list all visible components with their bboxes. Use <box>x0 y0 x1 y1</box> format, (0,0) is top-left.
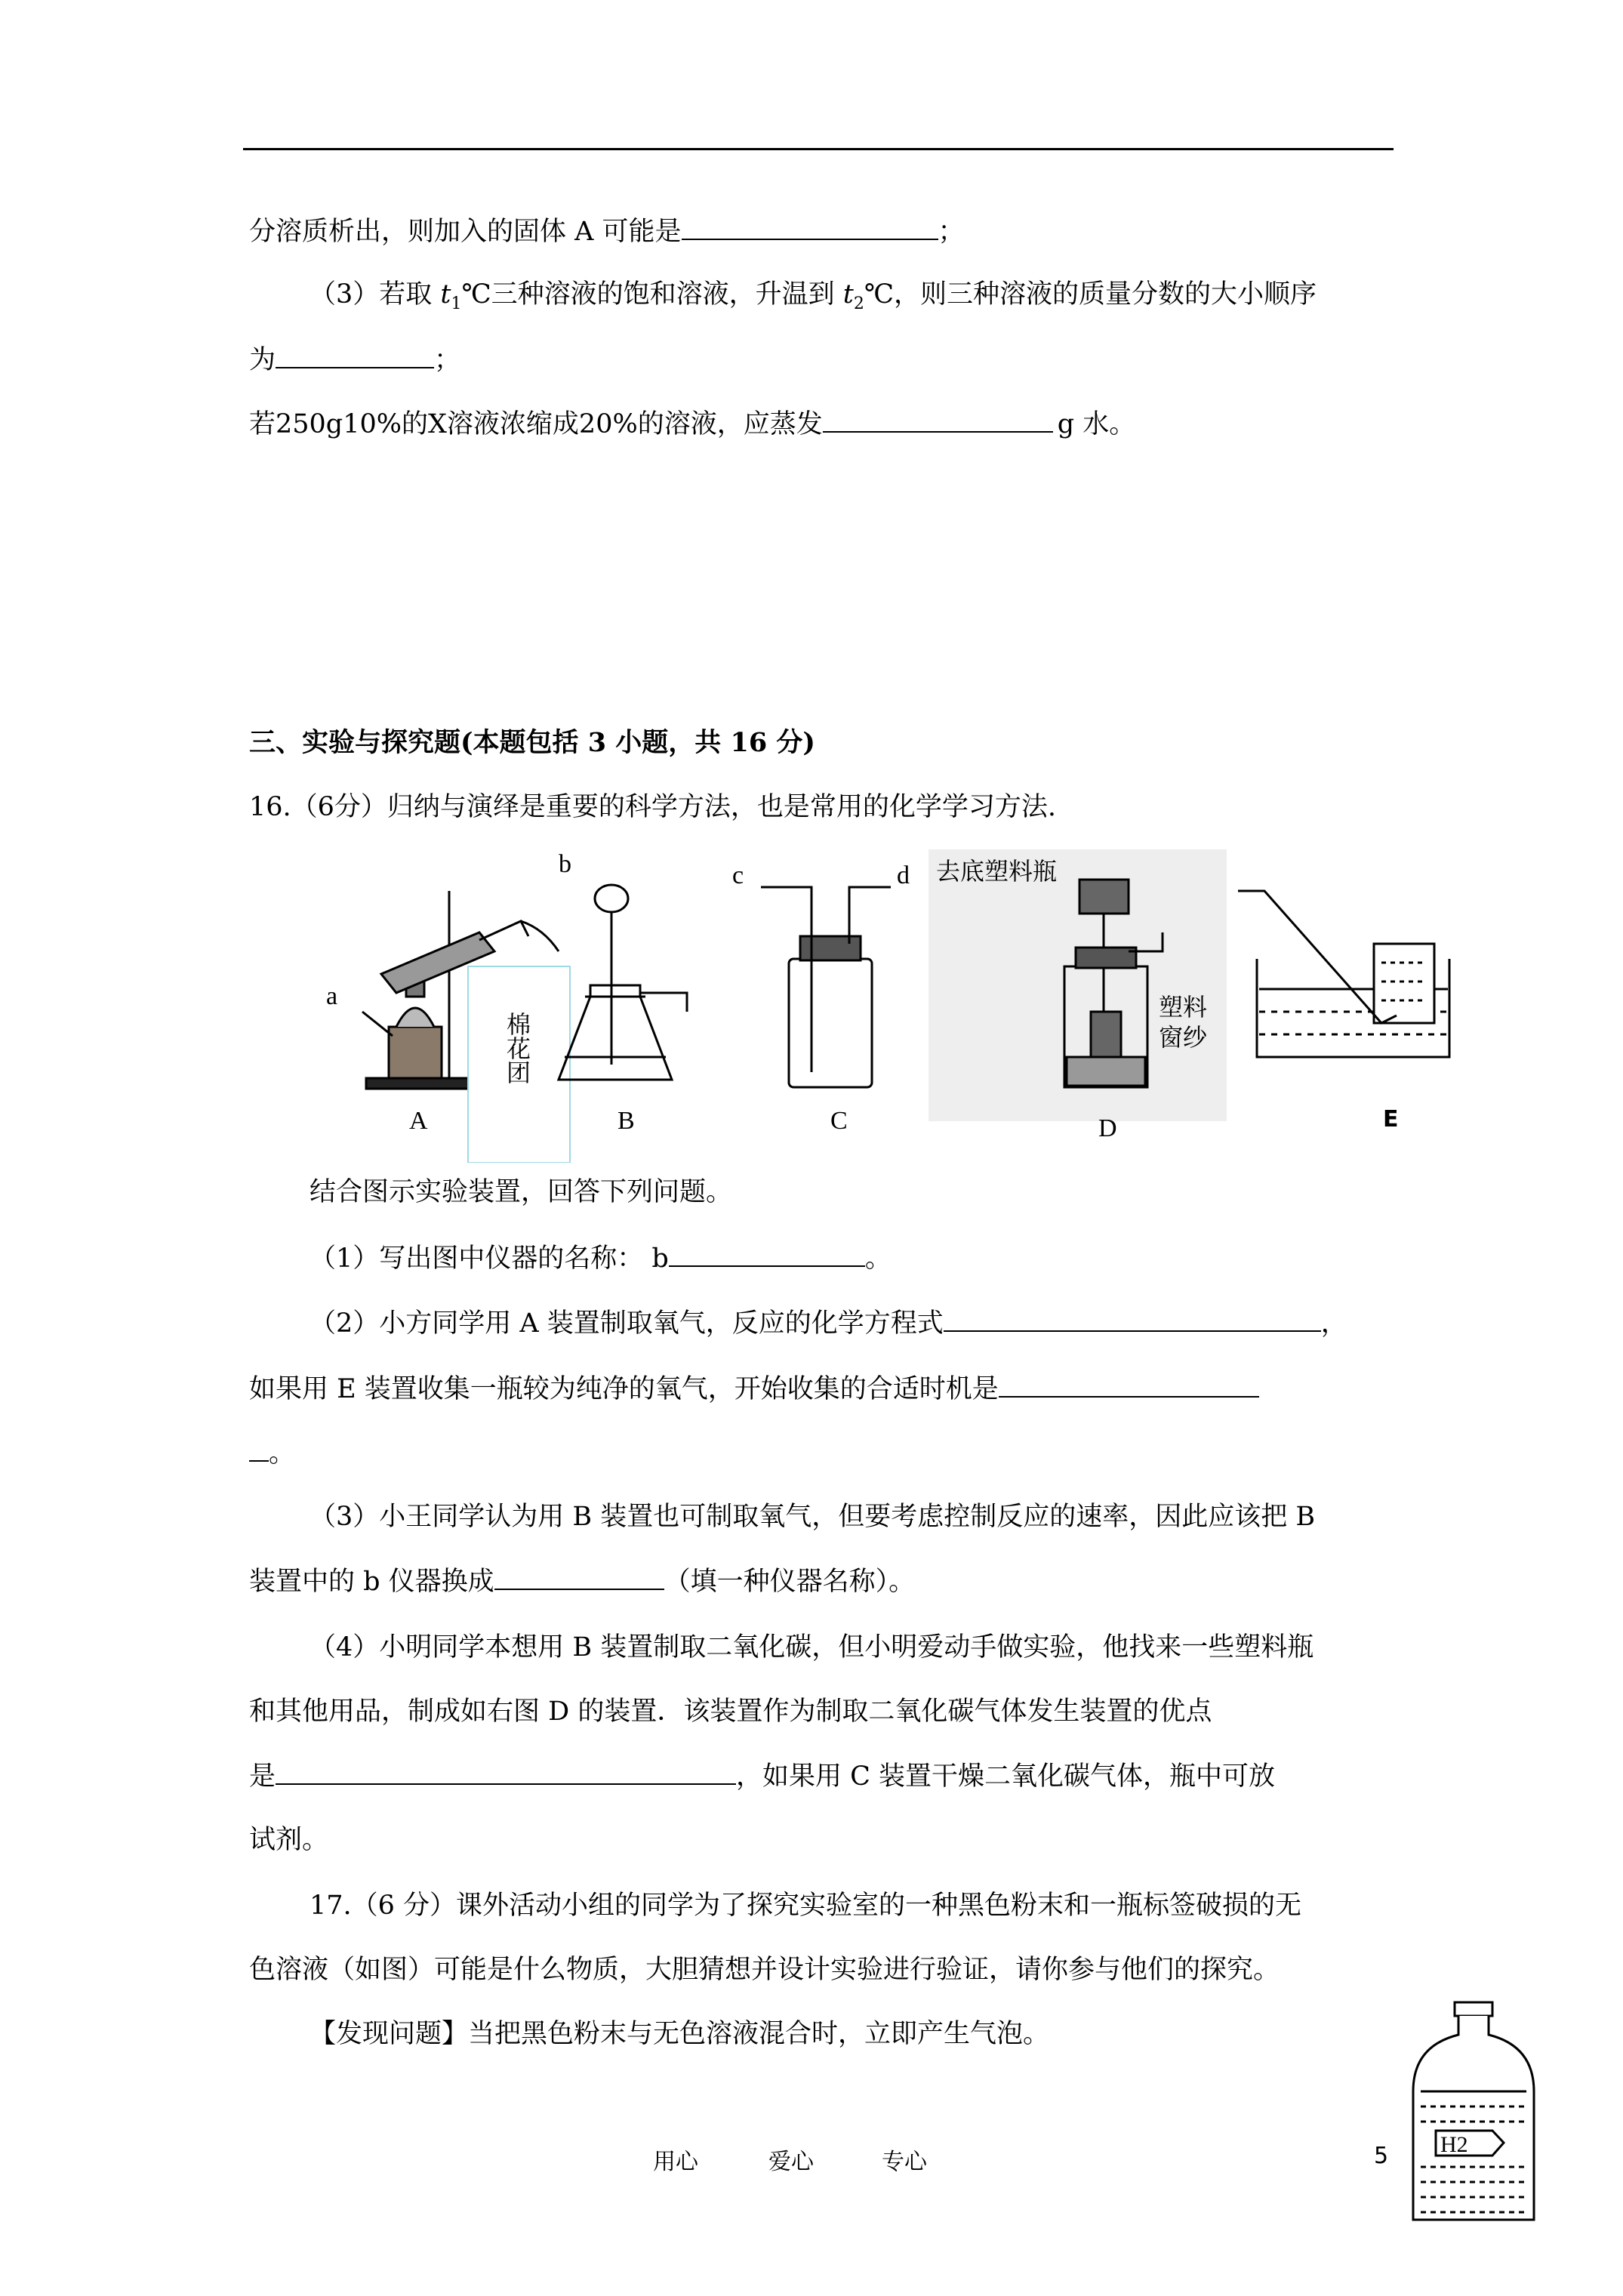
text-line <box>249 1435 295 1472</box>
text-line <box>249 213 965 250</box>
text: 如果用 E 装置收集一瓶较为纯净的氧气，开始收集的合适时机是 <box>249 1374 999 1404</box>
footer-text-2: 爱心 <box>768 2149 814 2175</box>
label-a: a <box>326 982 338 1010</box>
text-line <box>310 1240 892 1277</box>
question-17: 17.（6 分）课外活动小组的同学为了探究实验室的一种黑色粉末和一瓶标签破损的无 <box>310 1891 1302 1921</box>
label-cotton: 棉花团 <box>504 1012 531 1084</box>
text-line <box>249 1563 915 1600</box>
footer-text-1: 用心 <box>653 2149 698 2175</box>
answer-blank[interactable] <box>494 1563 664 1590</box>
answer-blank[interactable] <box>999 1370 1259 1398</box>
math-var: t <box>440 279 451 310</box>
text-line: 色溶液（如图）可能是什么物质，大胆猜想并设计实验进行验证，请你参与他们的探究。 <box>249 1955 1280 1985</box>
apparatus-figure <box>310 838 1510 1163</box>
reagent-bottle-image <box>1406 2001 1541 2227</box>
text: 为 <box>249 345 276 375</box>
apparatus-a <box>326 891 570 1163</box>
answer-blank[interactable] <box>682 213 938 240</box>
label-d: d <box>897 861 910 889</box>
text: （3）若取 <box>310 279 441 310</box>
answer-blank[interactable] <box>823 405 1053 433</box>
text: g 水。 <box>1057 409 1136 439</box>
footer-text-3: 专心 <box>882 2149 927 2175</box>
apparatus-c <box>732 861 910 1135</box>
text: ℃，则三种溶液的质量分数的大小顺序 <box>864 279 1317 310</box>
text: 若250g10%的X溶液浓缩成20%的溶液，应蒸发 <box>249 409 823 439</box>
text: 。 <box>864 1244 892 1274</box>
answer-blank[interactable] <box>249 1435 269 1462</box>
section-title: 三、实验与探究题(本题包括 3 小题，共 16 分) <box>249 727 815 758</box>
text: （2）小方同学用 A 装置制取氧气，反应的化学方程式 <box>310 1308 944 1339</box>
header-rule <box>243 148 1394 150</box>
text-line <box>310 1305 1347 1342</box>
text: 。 <box>269 1438 296 1469</box>
subscript: 1 <box>451 294 462 313</box>
subscript: 2 <box>853 294 864 313</box>
text: ℃三种溶液的饱和溶液，升温到 <box>461 279 843 310</box>
question-16: 16.（6分）归纳与演绎是重要的科学方法，也是常用的化学学习方法. <box>249 792 1057 822</box>
text: （1）写出图中仪器的名称： b <box>310 1244 669 1274</box>
label-c: c <box>732 861 744 889</box>
answer-blank[interactable] <box>944 1305 1321 1332</box>
text-line <box>310 276 1317 322</box>
text-line: 试剂。 <box>249 1825 329 1855</box>
label-B: B <box>617 1107 635 1135</box>
label-b: b <box>559 850 571 878</box>
apparatus-d <box>929 849 1227 1142</box>
text: （填一种仪器名称）。 <box>664 1567 916 1597</box>
answer-blank[interactable] <box>276 341 434 368</box>
text-line: 【发现问题】当把黑色粉末与无色溶液混合时，立即产生气泡。 <box>310 2019 1050 2049</box>
text: ； <box>938 217 965 247</box>
text-line: （4）小明同学本想用 B 装置制取二氧化碳，但小明爱动手做实验，他找来一些塑料瓶 <box>310 1632 1314 1663</box>
text-line <box>249 1758 1275 1795</box>
label-plastic-bottle: 去底塑料瓶 <box>936 858 1058 885</box>
label-plastic-net-1: 塑料 <box>1159 994 1208 1021</box>
answer-blank[interactable] <box>276 1758 736 1785</box>
text: ， <box>1320 1308 1347 1339</box>
apparatus-e <box>1238 891 1449 1133</box>
text: ，如果用 C 装置干燥二氧化碳气体，瓶中可放 <box>736 1761 1276 1792</box>
label-plastic-net-2: 窗纱 <box>1159 1024 1208 1051</box>
page-number: 5 <box>1374 2143 1389 2169</box>
text-line: 和其他用品，制成如右图 D 的装置．该装置作为制取二氧化碳气体发生装置的优点 <box>249 1697 1212 1727</box>
answer-blank[interactable] <box>669 1240 865 1267</box>
label-E: E <box>1383 1106 1399 1133</box>
label-A: A <box>409 1107 428 1135</box>
math-var: t <box>842 279 854 310</box>
text-line: 结合图示实验装置，回答下列问题。 <box>310 1177 733 1207</box>
label-C: C <box>830 1107 848 1135</box>
text-line: （3）小王同学认为用 B 装置也可制取氧气，但要考虑控制反应的速率，因此应该把 B <box>310 1502 1316 1532</box>
text-line <box>249 341 460 378</box>
apparatus-b <box>559 850 687 1135</box>
bottle-label: H2 <box>1440 2132 1468 2157</box>
text-line <box>249 1370 1259 1407</box>
text: ； <box>434 345 461 375</box>
text: 分溶质析出，则加入的固体 A 可能是 <box>249 217 682 247</box>
label-D: D <box>1098 1114 1117 1142</box>
text: 装置中的 b 仪器换成 <box>249 1567 494 1597</box>
text-line <box>249 405 1135 442</box>
text: 是 <box>249 1761 276 1792</box>
